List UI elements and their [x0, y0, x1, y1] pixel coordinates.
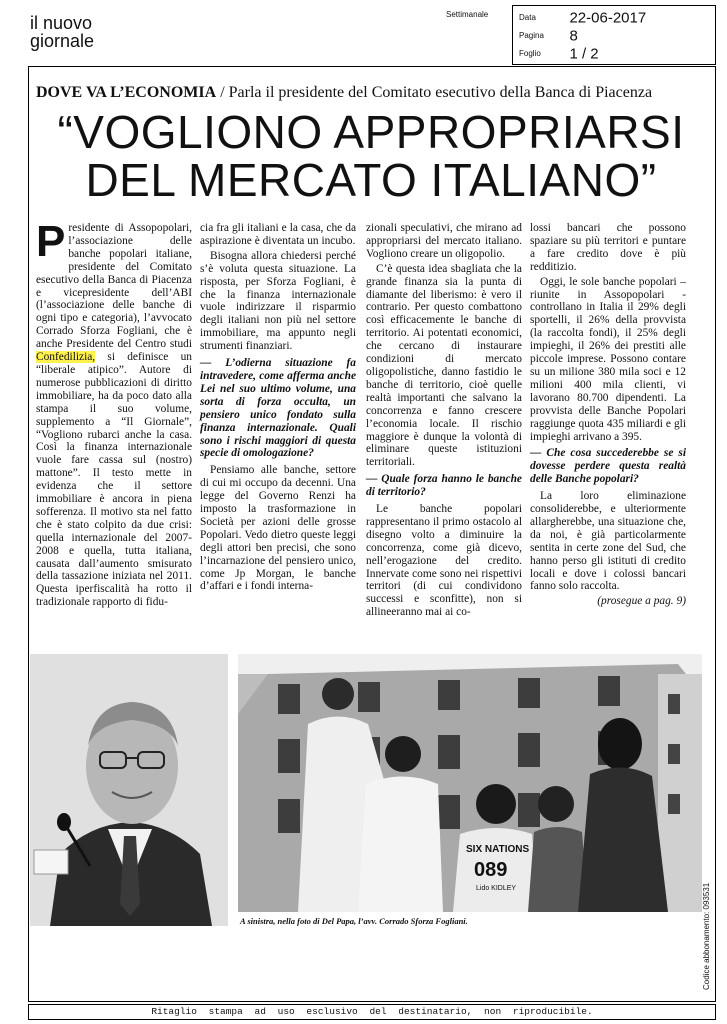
article-headline — [36, 108, 706, 204]
meta-sheet — [519, 45, 599, 63]
interview-question-3: — Che cosa succederebbe se si dovesse perdere questa realtà delle Banche popolari? — [530, 447, 686, 486]
column-2-paragraph-1: cia fra gli italiani e la casa, che da aspirazione è diventata un incubo. — [200, 222, 356, 247]
article-column-2 — [200, 222, 356, 595]
interview-question-1: — L’odierna situazione fa intravedere, come afferma anche Lei nel suo ultimo volume, una sorta di forza occulta, un pensiero unico fondato sulla finanza internazionale. Quali sono i rischi maggiori di questa specie di omologazione? — [200, 357, 356, 460]
article-column-4 — [530, 222, 686, 610]
headline-line-1: “VOGLIONO APPROPRIARSI — [57, 106, 685, 158]
meta-date — [519, 9, 646, 27]
article-column-3 — [366, 222, 522, 621]
column-4-paragraph-2: Oggi, le sole banche popolari – riunite in Assopopolari - controllano in Italia il 29% degli sportelli, il 26% della provvista (la raccolta fondi), il 25% degli impieghi, il 26% dei prestiti alle piccole imprese. Possono contare su un milione 380 mila soci e 12 milioni 400 mila clienti, vi lavorano 80.700 dipendenti. La provvista delle Banche Popolari raggiunge quota 435 miliardi e gli impieghi arrivano a 395. — [530, 275, 686, 443]
kicker-section: DOVE VA L’ECONOMIA — [36, 84, 217, 101]
column-1-text-a: residente di Assopopolari, l’associazione delle banche popolari italiane, presidente del Comitato esecutivo della Banca di Piacenza e vicepresidente dell’ABI (l’associazione delle banche di ogni tipo e categoria), l’avvocato Corrado Sforza Fogliani, che è anche Presidente del Centro studi — [36, 222, 192, 351]
shirt-text-1: SIX NATIONS — [466, 844, 530, 855]
clipping-meta-box — [512, 5, 716, 65]
shirt-text-3: Lido KIDLEY — [476, 885, 517, 892]
kicker-subtitle: Parla il presidente del Comitato esecutivo della Banca di Piacenza — [228, 84, 653, 101]
column-4-paragraph-3: La loro eliminazione consoliderebbe, e ulteriormente allargherebbe, una situazione che, da noi, è già particolarmente sentita in certe zone del Sud, che hanno perso gli istituti di credito locali e dove i colossi bancari fanno solo raccolta. — [530, 490, 686, 593]
kicker-separator: / — [216, 84, 229, 101]
meta-sheet-label: Foglio — [519, 49, 541, 59]
logo-line-2: giornale — [30, 31, 95, 51]
column-4-paragraph-1: lossi bancari che possono spaziare su più territori e puntare a fare credito dove è più redditizio. — [530, 222, 686, 273]
article-column-1 — [36, 217, 192, 611]
meta-page-label: Pagina — [519, 31, 544, 41]
column-3-paragraph-3: Le banche popolari rappresentano il primo ostacolo al disegno volto a diminuire la concorrenza, come già dicevo, nell’erogazione del credito. Innervate come sono nei rispettivi territori (di cui condividono successi e sconfitte), non si allineeranno mai ai co- — [366, 503, 522, 619]
building-photo — [238, 654, 702, 912]
footer-notice: Ritaglio stampa ad uso esclusivo del destinatario, non riproducibile. — [28, 1004, 716, 1020]
headline-line-2: DEL MERCATO ITALIANO” — [85, 154, 657, 206]
meta-sheet-value: 1 / 2 — [569, 45, 599, 63]
column-2-paragraph-3: Pensiamo alle banche, settore di cui mi occupo da decenni. Una legge del Governo Renzi ha imposto la trasformazione in Società per azioni delle grosse Popolari. Vedo dietro queste leggi degli attori ben precisi, che sono l’incarnazione del pensiero unico, come Jp Morgan, le banche d’affari e i fondi interna- — [200, 464, 356, 593]
highlighted-word: Confedilizia, — [36, 351, 96, 364]
meta-page — [519, 27, 578, 45]
logo-line-1: il nuovo — [30, 13, 93, 33]
continued-note: (prosegue a pag. 9) — [597, 595, 686, 608]
column-3-paragraph-2: C’è questa idea sbagliata che la grande finanza sia la punta di diamante del liberismo: è vero il contrario. Per questo combattono così efficacemente le banche di territorio. Ai potentati economici, che cercano di instaurare condizioni di mercato oligopolistiche, danno fastidio le banche di territorio, cioè quelle realtà importanti che salvano la concorrenza e fanno crescere l’economia locale. Il rischio maggiore è dunque la volontà di eliminare queste istituzioni territoriali. — [366, 262, 522, 469]
frequency-label: Settimanale — [446, 10, 489, 19]
interview-question-2: — Quale forza hanno le banche di territorio? — [366, 473, 522, 499]
meta-date-label: Data — [519, 13, 536, 23]
subscription-code: Codice abbonamento: 093531 — [702, 882, 711, 990]
building-illustration — [238, 654, 702, 912]
meta-date-value: 22-06-2017 — [569, 9, 647, 27]
column-1-text-b: si definisce un “liberale atipico”. Autore di numerose pubblicazioni di diritto immobiliare, ha da poco dato alla stampa il suo volume, supplemento a “Il Giornale”, “Vogliono rubarci anche la casa. Così la finanza internazionale vuole fare cassa sul (nostro) mattone”. Il testo mette in evidenza che il settore immobiliare è ancora in piena sofferenza. Il motivo sta nel fatto che è stato colpito da due crisi: quella internazionale del 2007-2008 e quella, tutta italiana, causata dall’aumento smisurato della tassazione iniziata nel 2011. Questa iperfiscalità ha rotto il tradizionale rapporto di fidu- — [36, 351, 192, 609]
column-2-paragraph-2: Bisogna allora chiedersi perché s’è voluta questa situazione. La risposta, per Sforza Fogliani, è che la finanza internazionale vuole indirizzare il risparmio degli italiani non più nel settore immobiliare, ma appunto negli strumenti finanziari. — [200, 249, 356, 353]
portrait-illustration — [30, 654, 228, 926]
drop-cap: P — [36, 217, 66, 266]
article-kicker — [36, 84, 706, 102]
shirt-text-2: 089 — [474, 859, 508, 881]
photo-caption: A sinistra, nella foto di Del Papa, l’avv. Corrado Sforza Fogliani. — [240, 916, 468, 926]
newspaper-logo — [30, 14, 170, 50]
meta-page-value: 8 — [569, 27, 578, 45]
column-3-paragraph-1: zionali speculativi, che mirano ad appropriarsi del mercato italiano. Vogliono creare un oligopolio. — [366, 222, 522, 260]
portrait-photo — [30, 654, 228, 926]
column-1-paragraph — [36, 217, 192, 609]
